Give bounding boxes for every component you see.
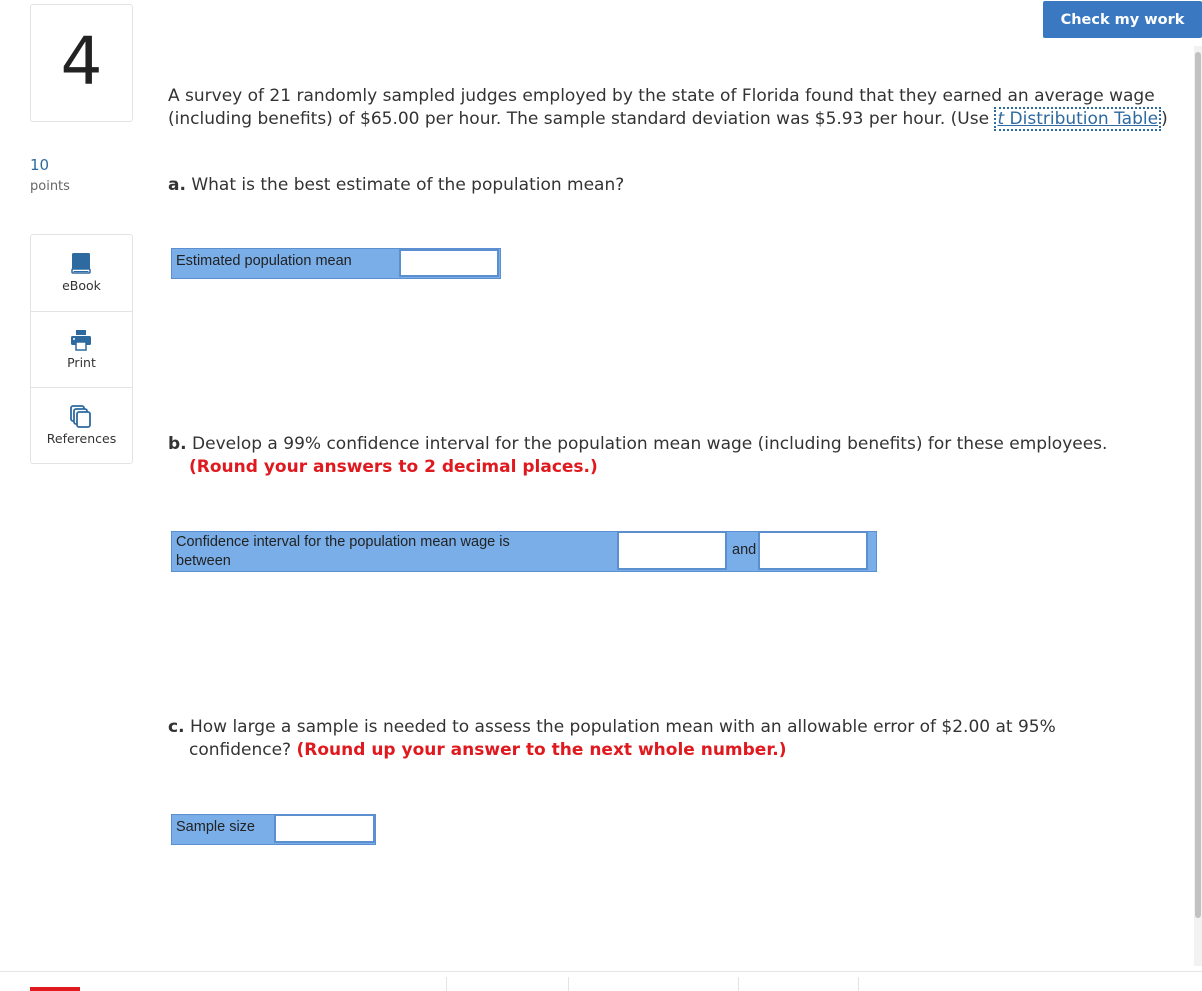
ebook-button[interactable] — [31, 235, 132, 310]
intro-end: ) — [1161, 109, 1168, 129]
problem-intro — [168, 85, 1193, 131]
part-b-row-label — [176, 533, 510, 571]
part-b-text: Develop a 99% confidence interval for the population mean wage (including benefits) for these employees. — [186, 434, 1108, 454]
question-number: 4 — [60, 23, 103, 100]
link-text[interactable]: Distribution Table — [1004, 109, 1159, 129]
part-a-row-label: Estimated population mean — [176, 253, 352, 269]
part-a-letter: a. — [168, 175, 186, 195]
footer-divider-tick — [858, 977, 859, 991]
part-b-row-label-line1: Confidence interval for the population mean wage is — [176, 534, 510, 550]
check-my-work-button[interactable]: Check my work — [1043, 1, 1202, 38]
footer-divider-tick — [568, 977, 569, 991]
print-button[interactable] — [31, 311, 132, 387]
references-icon — [69, 404, 93, 428]
references-label: References — [46, 431, 117, 446]
part-a-question — [168, 174, 624, 197]
t-distribution-table-link[interactable] — [994, 107, 1161, 131]
sample-size-input[interactable] — [274, 814, 375, 843]
book-icon — [69, 251, 93, 275]
part-b-instruction: (Round your answers to 2 decimal places.) — [189, 457, 598, 477]
references-button[interactable] — [31, 387, 132, 463]
tools-panel — [30, 234, 133, 464]
and-label: and — [732, 542, 757, 558]
part-c-instruction: (Round up your answer to the next whole number.) — [296, 740, 787, 760]
points-label: points — [30, 179, 70, 194]
footer-brand-mark — [30, 987, 80, 991]
footer-divider-tick — [738, 977, 739, 991]
part-b-question — [168, 433, 1168, 479]
part-c-row-label: Sample size — [176, 819, 255, 835]
print-label: Print — [67, 355, 96, 370]
part-a-text: What is the best estimate of the population mean? — [185, 175, 625, 195]
footer-divider — [0, 971, 1202, 972]
part-b-row-label-line2: between — [176, 553, 231, 569]
points-value: 10 — [30, 156, 50, 174]
scrollbar-thumb[interactable] — [1195, 52, 1201, 918]
part-c-letter: c. — [168, 717, 185, 737]
part-c-text-cont: confidence? — [189, 740, 297, 760]
footer-divider-tick — [446, 977, 447, 991]
ci-lower-input[interactable] — [617, 531, 727, 570]
estimated-mean-input[interactable] — [399, 249, 499, 277]
question-number-box — [30, 4, 133, 122]
part-b-letter: b. — [168, 434, 187, 454]
part-c-text: How large a sample is needed to assess the population mean with an allowable error of $2.00 at 95% — [184, 717, 1056, 737]
link-t[interactable]: t — [997, 109, 1005, 129]
ebook-label: eBook — [62, 278, 101, 293]
printer-icon — [69, 328, 93, 352]
ci-upper-input[interactable] — [758, 531, 868, 570]
part-c-question — [168, 716, 1168, 762]
intro-text: A survey of 21 randomly sampled judges employed by the state of Florida found that they earned an average wage (including benefits) of $65.00 per hour. The sample standard deviation was $5.93 per hour. (Use — [168, 86, 1155, 129]
